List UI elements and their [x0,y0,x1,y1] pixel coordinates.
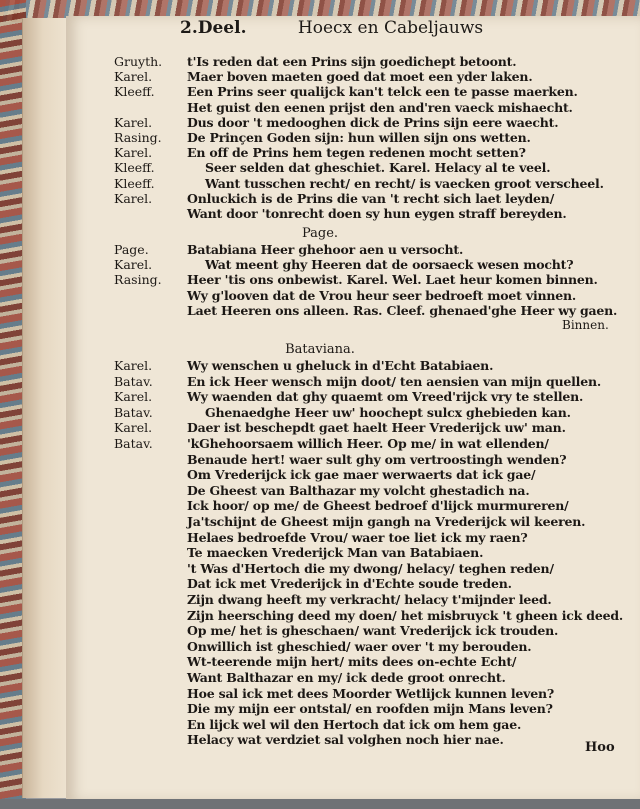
verse-text: Een Prins seer qualijck kan't telck een te passe maerken. [187,84,578,100]
dialogue-line [0,545,640,560]
verse-text: t'Is reden dat een Prins sijn goedichept betoont. [187,54,517,69]
dialogue-line [0,701,640,716]
dialogue-line [0,530,640,545]
dialogue-line [0,498,640,513]
verse-text: Batabiana Heer ghehoor aen u versocht. [187,242,464,257]
dialogue-line [0,452,640,467]
verse-text: En off de Prins hem tegen redenen mocht setten? [187,145,526,161]
speaker-name: Batav. [114,436,153,451]
verse-text: Op me/ het is gheschaen/ want Vrederijck ick trouden. [187,623,559,639]
verse-text: Zijn heersching deed my doen/ het misbruyck 't gheen ick deed. [187,607,624,623]
speaker-name: Batav. [114,404,153,420]
verse-text: Want tusschen recht/ en recht/ is vaecken groot verscheel. [205,175,604,191]
dialogue-line [0,686,640,701]
speaker-name: Karel. [114,420,153,436]
dialogue-line [0,115,640,130]
speaker-name: Karel. [114,358,153,373]
verse-text: Maer boven maeten goed dat moet een yder laken. [187,69,533,85]
speaker-name: Karel. [114,257,153,273]
part-label: 2.Deel. [180,18,247,38]
dialogue-line [0,130,640,145]
verse-text: Laet Heeren ons alleen. Ras. Cleef. ghenaed'ghe Heer wy gaen. [187,302,618,318]
verse-text: De Gheest van Balthazar my volcht ghestadich na. [187,482,530,498]
verse-text: Want door 'tonrecht doen sy hun eygen straff bereyden. [187,206,567,221]
speaker-name: Rasing. [114,272,162,288]
speaker-name: Kleeff. [114,175,155,191]
dialogue-line [0,483,640,498]
speaker-name: Karel. [114,190,153,206]
speaker-name: Kleeff. [114,84,155,100]
dialogue-line [0,160,640,175]
scan-bottom-strip [0,799,640,809]
verse-text: Want Balthazar en my/ ick dede groot onrecht. [187,670,506,685]
dialogue-line [0,303,640,318]
dialogue-line [0,436,640,451]
verse-text: Helacy wat verdziet sal volghen noch hier nae. [187,732,504,748]
verse-text: Seer selden dat gheschiet. Karel. Helacy al te veel. [205,160,551,176]
verse-text: Dat ick met Vrederijck in d'Echte soude treden. [187,576,512,592]
dialogue-line [0,272,640,287]
catchword: Hoo [585,740,615,755]
dialogue-line [0,670,640,685]
verse-text: Hoe sal ick met dees Moorder Wetlijck kunnen leven? [187,685,554,701]
verse-text: Ick hoor/ op me/ de Gheest bedroef d'lijck murmureren/ [187,498,569,514]
dialogue-line [0,84,640,99]
verse-text: Te maecken Vrederijck Man van Batabiaen. [187,545,484,561]
dialogue-line [0,176,640,191]
verse-text: 'kGhehoorsaem willich Heer. Op me/ in wat ellenden/ [187,436,549,451]
speaker-name: Karel. [114,389,153,405]
speaker-name: Gruyth. [114,54,163,69]
verse-text: Onluckich is de Prins die van 't recht sich laet leyden/ [187,190,555,206]
verse-text: De Prinçen Goden sijn: hun willen sijn ons wetten. [187,130,531,145]
verse-text: Om Vrederijck ick gae maer werwaerts dat ick gae/ [187,467,536,483]
dialogue-line [0,69,640,84]
running-header [180,18,483,38]
verse-text: Wy g'looven dat de Vrou heur seer bedroeft moet vinnen. [187,287,577,303]
speaker-name: Rasing. [114,130,162,145]
verse-text: Wat meent ghy Heeren dat de oorsaeck wesen mocht? [205,257,574,273]
dialogue-line [0,100,640,115]
dialogue-line [0,257,640,272]
play-title: Hoecx en Cabeljauws [297,18,484,38]
dialogue-line [0,191,640,206]
verse-text: Heer 'tis ons onbewist. Karel. Wel. Laet heur komen binnen. [187,272,598,288]
dialogue-line [0,623,640,638]
dialogue-line [0,288,640,303]
verse-text: Helaes bedroefde Vrou/ waer toe liet ick my raen? [187,529,528,545]
dialogue-line [0,639,640,654]
dialogue-line [0,732,640,747]
verse-text: Ghenaedghe Heer uw' hoochept sulcx ghebieden kan. [205,404,571,420]
verse-text: Dus door 't medooghen dick de Prins sijn eere waecht. [187,114,559,130]
stage-direction-binnen: Binnen. [562,318,609,332]
dialogue-line [0,561,640,576]
verse-text: En lijck wel wil den Hertoch dat ick om hem gae. [187,716,522,732]
dialogue-line [0,654,640,669]
verse-text: Zijn dwang heeft my verkracht/ helacy t'mijnder leed. [187,592,552,607]
dialogue-line [0,608,640,623]
dialogue-line [0,374,640,389]
verse-text: En ick Heer wensch mijn doot/ ten aensien van mijn quellen. [187,373,602,389]
dialogue-line [0,592,640,607]
verse-text: 't Was d'Hertoch die my dwong/ helacy/ teghen reden/ [187,560,554,576]
speaker-name: Page. [114,242,149,257]
verse-text: Wt-teerende mijn hert/ mits dees on-echte Echt/ [187,654,517,670]
speaker-name: Karel. [114,145,153,161]
speaker-name: Karel. [114,69,153,85]
verse-text: Wy wenschen u gheluck in d'Echt Batabiaen. [187,358,494,373]
dialogue-line [0,389,640,404]
dialogue-line [0,54,640,69]
speaker-name: Batav. [114,373,153,389]
dialogue-line [0,576,640,591]
verse-text: Ja'tschijnt de Gheest mijn gangh na Vrederijck wil keeren. [187,514,586,529]
dialogue-line [0,467,640,482]
dialogue-line [0,358,640,373]
speaker-heading-bataviana: Bataviana. [285,342,355,357]
dialogue-line [0,514,640,529]
speaker-name: Karel. [114,114,153,130]
verse-text: Benaude hert! waer sult ghy om vertroostingh wenden? [187,451,567,467]
dialogue-line [0,145,640,160]
verse-text: Onwillich ist gheschied/ waer over 't my berouden. [187,638,532,654]
verse-text: Die my mijn eer ontstal/ en roofden mijn Mans leven? [187,701,553,717]
speaker-heading-page: Page. [301,226,339,241]
dialogue-line [0,420,640,435]
dialogue-line [0,717,640,732]
dialogue-line [0,242,640,257]
verse-text: Wy waenden dat ghy quaemt om Vreed'rijck vry te stellen. [187,389,584,405]
verse-text: Het guist den eenen prijst den and'ren vaeck mishaecht. [187,99,573,115]
dialogue-line [0,405,640,420]
speaker-name: Kleeff. [114,160,155,176]
verse-text: Daer ist beschepdt gaet haelt Heer Vrederijck uw' man. [187,420,566,436]
dialogue-line [0,206,640,221]
